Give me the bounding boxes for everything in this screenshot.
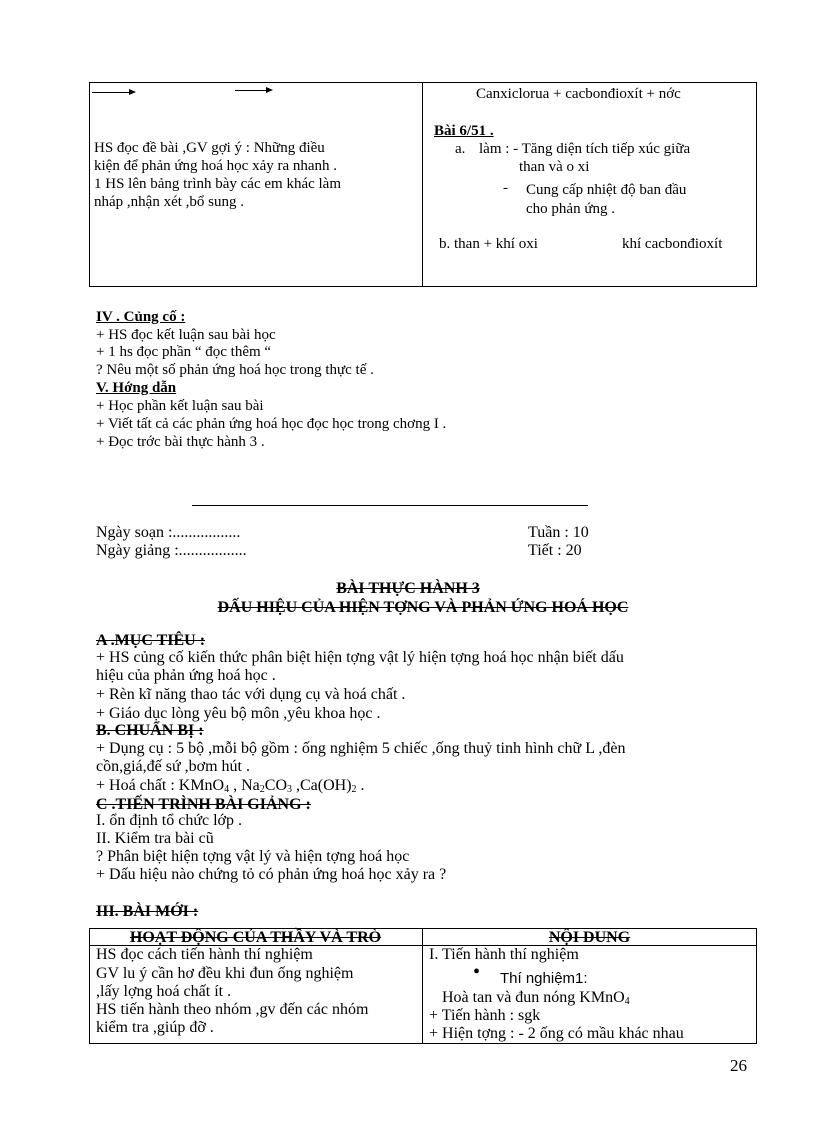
text-line: ,lấy lợng hoá chất ít .	[96, 983, 232, 1000]
text-line: nháp ,nhận xét ,bổ sung .	[94, 194, 244, 210]
text-line: Thí nghiệm1:	[500, 970, 588, 987]
text-line: HS đọc đề bài ,GV gợi ý : Những điều	[94, 140, 325, 156]
chem-text: Hoà tan và đun nóng KMnO	[442, 989, 625, 1006]
chem-text: CO	[264, 777, 287, 794]
text-line: Cung cấp nhiệt độ ban đầu	[526, 182, 687, 198]
chem-subscript: 3	[287, 784, 292, 795]
text-line: + Đọc trớc bài thực hành 3 .	[96, 434, 265, 450]
section-heading-tien-trinh: C .TIẾN TRÌNH BÀI GIẢNG :	[96, 796, 311, 813]
text-line: + 1 hs đọc phần “ đọc thêm “	[96, 344, 272, 360]
chem-subscript: 2	[259, 784, 265, 795]
page-number: 26	[730, 1056, 747, 1075]
tiet: Tiết : 20	[528, 542, 582, 559]
chem-subscript: 4	[624, 996, 630, 1007]
text-line: + Tiến hành : sgk	[429, 1007, 541, 1024]
text-line: + Dụng cụ : 5 bộ ,mỗi bộ gồm : ống nghiệm 5 chiếc ,ống thuỷ tinh hình chữ L ,đèn	[96, 740, 626, 757]
text-line: II. Kiểm tra bài cũ	[96, 830, 214, 847]
text-line: 1 HS lên bảng trình bày các em khác làm	[94, 176, 342, 192]
separator-line	[192, 505, 588, 506]
text-line: hiệu của phản ứng hoá học .	[96, 667, 276, 684]
table-header-activities: HOẠT ĐỘNG CỦA THẦY VÀ TRÒ	[129, 929, 382, 946]
text-line: + Rèn kĩ năng thao tác với dụng cụ và hoá chất .	[96, 686, 406, 703]
text-line: + Học phần kết luận sau bài	[96, 398, 264, 414]
text-line: kiện để phản ứng hoá học xảy ra nhanh .	[94, 158, 338, 174]
equation-line: Canxiclorua + cacbonđioxít + nớc	[476, 86, 681, 102]
chemicals-line	[96, 777, 365, 795]
text-line: + Giáo dục lòng yêu bộ môn ,yêu khoa học .	[96, 705, 381, 722]
text-line: + HS củng cố kiến thức phân biệt hiện tợng vật lý hiện tợng hoá học nhận biết dấu	[96, 649, 624, 666]
text-line: b. than + khí oxi	[439, 236, 538, 252]
chem-subscript: 4	[224, 784, 230, 795]
page-subtitle: DẤU HIỆU CỦA HIỆN TỢNG VÀ PHẢN ỨNG HOÁ HỌC	[217, 599, 629, 616]
text-line: + HS đọc kết luận sau bài học	[96, 327, 276, 343]
table-header-content: NỘI DUNG	[548, 929, 631, 946]
ngay-giang: Ngày giảng :.................	[96, 542, 247, 559]
text-line: than và o xi	[519, 159, 590, 175]
page-title: BÀI THỰC HÀNH 3	[336, 580, 480, 597]
text-line: I. ổn định tổ chức lớp .	[96, 812, 242, 829]
dash-marker: -	[503, 180, 508, 196]
text-line: cho phản ứng .	[526, 201, 615, 217]
text-line: HS đọc cách tiến hành thí nghiệm	[96, 946, 313, 963]
reaction-arrow-2	[235, 90, 271, 91]
text-line: ? Nêu một số phản ứng hoá học trong thực tế .	[96, 362, 374, 378]
chem-text: , Na	[229, 777, 260, 794]
text-line: GV lu ý cần hơ đều khi đun ống nghiệm	[96, 965, 354, 982]
tuan: Tuần : 10	[528, 524, 589, 541]
chem-subscript: 2	[351, 784, 357, 795]
reaction-arrow-1	[92, 92, 134, 93]
text-line: HS tiến hành theo nhóm ,gv đến các nhóm	[96, 1001, 369, 1018]
text-line: + Dấu hiệu nào chứng tỏ có phản ứng hoá học xảy ra ?	[96, 866, 447, 883]
text-line: làm : - Tăng diện tích tiếp xúc giữa	[479, 141, 691, 157]
section-heading-cung-co: IV . Củng cố :	[96, 309, 186, 325]
bullet-icon: •	[473, 961, 481, 983]
top-table-divider	[422, 82, 423, 287]
section-heading-bai-moi: III. BÀI MỚI :	[96, 903, 199, 920]
section-heading-muc-tieu: A .MỤC TIÊU :	[96, 632, 206, 649]
text-line: I. Tiến hành thí nghiệm	[429, 946, 579, 963]
text-line	[442, 989, 630, 1007]
text-line: + Viết tất cả các phản ứng hoá học đọc học trong chơng I .	[96, 416, 447, 432]
section-heading-chuan-bi: B. CHUẨN BỊ :	[96, 722, 204, 739]
chem-text: .	[356, 777, 365, 794]
text-line: khí cacbonđioxít	[622, 236, 723, 252]
chem-text: ,Ca(OH)	[292, 777, 352, 794]
ngay-soan: Ngày soạn :.................	[96, 524, 241, 541]
chem-text: + Hoá chất : KMnO	[96, 777, 225, 794]
item-a-marker: a.	[455, 141, 466, 157]
text-line: kiểm tra ,giúp đỡ .	[96, 1019, 214, 1036]
section-heading-huong-dan: V. Hớng dẫn	[96, 380, 177, 396]
text-line: + Hiện tợng : - 2 ống có mầu khác nhau	[429, 1025, 684, 1042]
text-line: cồn,giá,đế sứ ,bơm hút .	[96, 758, 250, 775]
exercise-heading: Bài 6/51 .	[434, 123, 494, 139]
text-line: ? Phân biệt hiện tợng vật lý và hiện tợng hoá học	[96, 848, 410, 865]
